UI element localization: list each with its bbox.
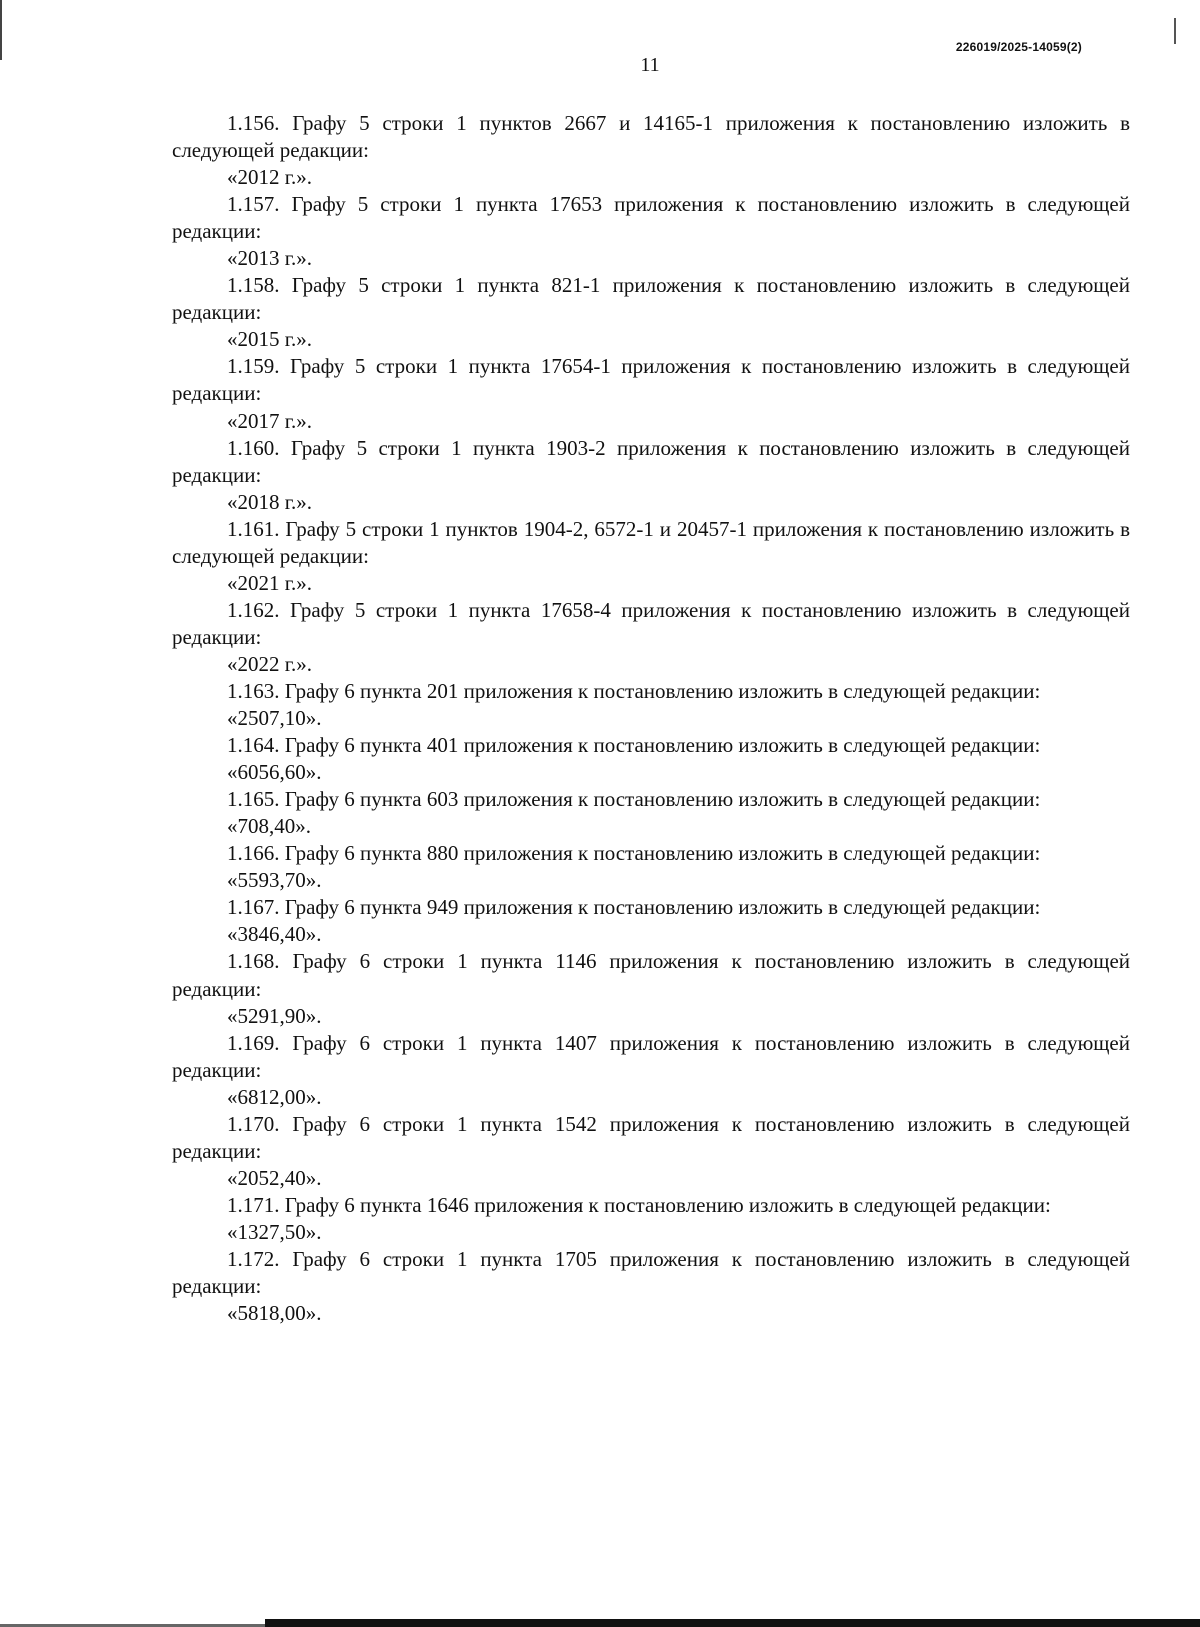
scan-bottom-bar (265, 1619, 1200, 1627)
item-text: 1.161. Графу 5 строки 1 пунктов 1904-2, 6572-1 и 20457-1 приложения к постановлению изложить в следующей редакции: (172, 516, 1130, 568)
item-text: 1.159. Графу 5 строки 1 пункта 17654-1 приложения к постановлению изложить в следующей редакции: (172, 354, 1130, 406)
item-value: «5291,90». (227, 1003, 322, 1028)
item-value: «2012 г.». (227, 165, 312, 190)
item-text: 1.167. Графу 6 пункта 949 приложения к постановлению изложить в следующей редакции: (227, 895, 1041, 920)
page-number: 11 (640, 54, 660, 76)
item-text: 1.156. Графу 5 строки 1 пунктов 2667 и 14165-1 приложения к постановлению изложить в следующей редакции: (172, 111, 1130, 163)
item-text: 1.169. Графу 6 строки 1 пункта 1407 приложения к постановлению изложить в следующей редакции: (172, 1030, 1130, 1082)
registration-number: 226019/2025-14059(2) (955, 40, 1082, 54)
item-value: «2013 г.». (227, 246, 312, 271)
item-value: «5818,00». (227, 1301, 322, 1326)
item-text: 1.162. Графу 5 строки 1 пункта 17658-4 приложения к постановлению изложить в следующей редакции: (172, 597, 1130, 649)
item-value: «708,40». (227, 814, 311, 839)
item-text: 1.172. Графу 6 строки 1 пункта 1705 приложения к постановлению изложить в следующей редакции: (172, 1246, 1130, 1299)
item-text: 1.171. Графу 6 пункта 1646 приложения к постановлению изложить в следующей редакции: (227, 1192, 1051, 1217)
item-value: «2015 г.». (227, 327, 312, 352)
item-value: «2052,40». (227, 1165, 322, 1190)
scan-edge-mark (0, 0, 2, 60)
item-text: 1.164. Графу 6 пункта 401 приложения к постановлению изложить в следующей редакции: (227, 733, 1041, 758)
item-value: «1327,50». (227, 1219, 322, 1244)
item-value: «2017 г.». (227, 408, 312, 433)
item-value: «6812,00». (227, 1084, 322, 1109)
item-value: «5593,70». (227, 868, 322, 893)
item-text: 1.166. Графу 6 пункта 880 приложения к постановлению изложить в следующей редакции: (227, 841, 1041, 866)
item-value: «2021 г.». (227, 570, 312, 595)
item-text: 1.168. Графу 6 строки 1 пункта 1146 приложения к постановлению изложить в следующей редакции: (172, 949, 1130, 1001)
document-body (172, 110, 1130, 1327)
item-text: 1.165. Графу 6 пункта 603 приложения к постановлению изложить в следующей редакции: (227, 787, 1041, 812)
item-text: 1.157. Графу 5 строки 1 пункта 17653 приложения к постановлению изложить в следующей редакции: (172, 192, 1130, 244)
item-text: 1.158. Графу 5 строки 1 пункта 821-1 приложения к постановлению изложить в следующей редакции: (172, 273, 1130, 325)
item-value: «2022 г.». (227, 651, 312, 676)
item-text: 1.160. Графу 5 строки 1 пункта 1903-2 приложения к постановлению изложить в следующей редакции: (172, 435, 1130, 487)
item-value: «3846,40». (227, 922, 322, 947)
item-value: «2018 г.». (227, 489, 312, 514)
item-text: 1.170. Графу 6 строки 1 пункта 1542 приложения к постановлению изложить в следующей редакции: (172, 1111, 1130, 1163)
item-value: «2507,10». (227, 706, 322, 731)
item-value: «6056,60». (227, 760, 322, 785)
scan-corner-mark (1174, 18, 1176, 44)
item-text: 1.163. Графу 6 пункта 201 приложения к постановлению изложить в следующей редакции: (227, 678, 1041, 703)
